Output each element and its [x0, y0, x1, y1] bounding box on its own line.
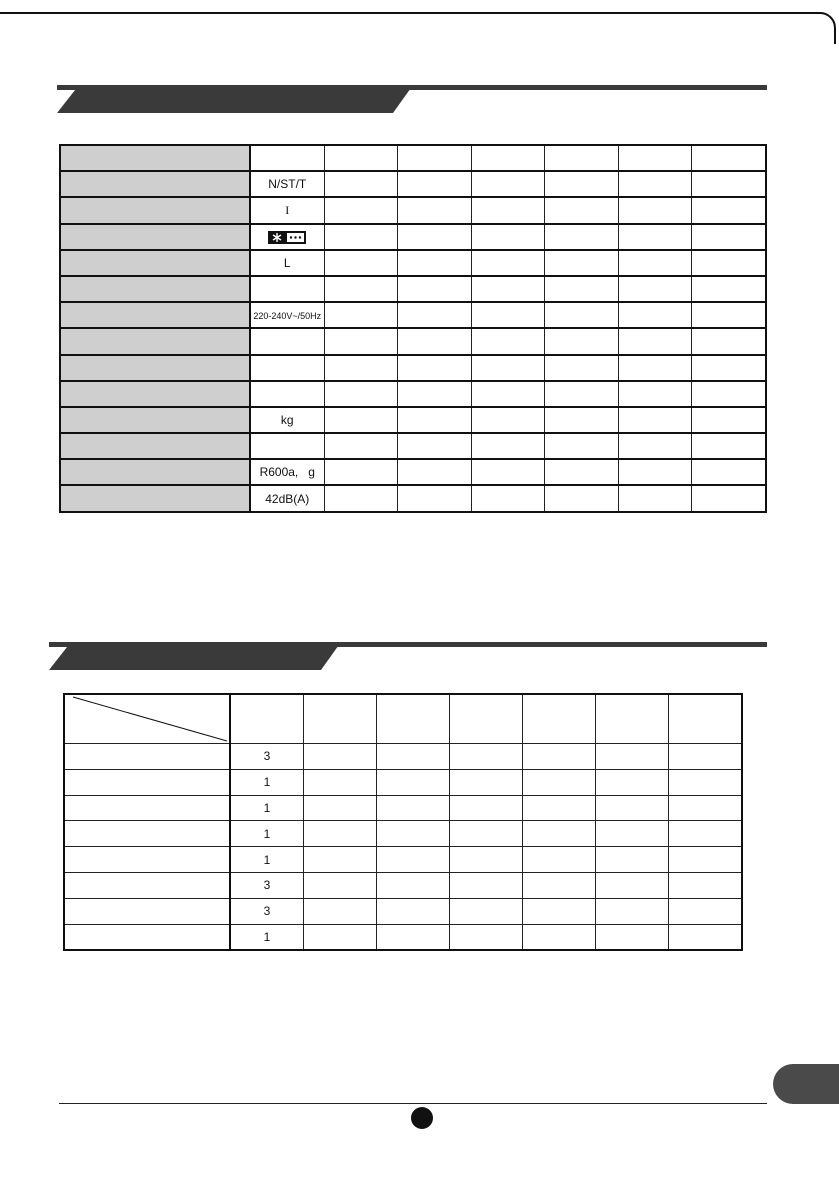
spec-label-cell — [60, 250, 250, 276]
table-row — [60, 355, 766, 381]
table-row — [64, 872, 742, 898]
quantity-cell: 3 — [230, 872, 304, 898]
table-row — [60, 407, 766, 433]
spec-value-cell — [250, 224, 324, 250]
spec-value-cell — [250, 355, 324, 381]
table-row — [60, 459, 766, 485]
spec-label-cell — [60, 328, 250, 354]
section-header-specifications — [57, 85, 767, 113]
top-rule — [0, 12, 839, 44]
table-row — [60, 433, 766, 459]
footer-rule — [59, 1103, 767, 1104]
spec-label-cell — [60, 433, 250, 459]
table-row — [60, 197, 766, 223]
table-row — [60, 276, 766, 302]
table-row — [60, 328, 766, 354]
table-header-row — [64, 694, 742, 744]
quantity-cell: 1 — [230, 821, 304, 847]
spec-value-cell — [250, 145, 324, 171]
spec-label-cell — [60, 171, 250, 197]
table-row — [60, 485, 766, 511]
freezer-star-rating-icon — [268, 231, 306, 244]
page-edge-tab — [773, 1064, 839, 1104]
spec-label-cell — [60, 485, 250, 511]
spec-label-cell — [60, 355, 250, 381]
spec-value-cell — [250, 328, 324, 354]
spec-value-cell: 42dB(A) — [250, 485, 324, 511]
spec-label-cell — [60, 459, 250, 485]
accessories-table — [63, 693, 743, 951]
voltage-value: 220-240V~/50Hz — [253, 311, 322, 322]
spec-value-cell — [250, 276, 324, 302]
section-header-tab — [49, 642, 344, 670]
spec-value-cell: kg — [250, 407, 324, 433]
quantity-cell: 1 — [230, 924, 304, 950]
spec-label-cell — [60, 224, 250, 250]
table-row — [64, 795, 742, 821]
quantity-cell: 3 — [230, 898, 304, 924]
spec-value-cell — [250, 302, 324, 328]
quantity-cell: 1 — [230, 795, 304, 821]
table-row — [64, 821, 742, 847]
spec-label-cell — [60, 276, 250, 302]
spec-value-cell — [250, 381, 324, 407]
table-row — [60, 250, 766, 276]
table-row — [60, 145, 766, 171]
table-row — [60, 381, 766, 407]
diagonal-divider — [65, 695, 229, 743]
quantity-cell: 1 — [230, 769, 304, 795]
quantity-cell: 1 — [230, 847, 304, 873]
spec-value-cell: L — [250, 250, 324, 276]
table-row — [64, 769, 742, 795]
spec-value-cell — [250, 433, 324, 459]
table-row — [64, 898, 742, 924]
section-header-accessories — [49, 642, 767, 670]
spec-label-cell — [60, 381, 250, 407]
spec-label-cell — [60, 145, 250, 171]
spec-value-cell: I — [250, 197, 324, 223]
table-row — [64, 924, 742, 950]
spec-label-cell — [60, 407, 250, 433]
table-row — [60, 302, 766, 328]
specifications-table — [59, 144, 767, 513]
table-row — [60, 171, 766, 197]
table-row — [64, 847, 742, 873]
table-row — [60, 224, 766, 250]
page-number-dot — [411, 1107, 433, 1129]
spec-label-cell — [60, 302, 250, 328]
spec-label-cell — [60, 197, 250, 223]
table-row — [64, 744, 742, 770]
diagonal-header-cell — [64, 694, 230, 744]
section-header-tab — [57, 85, 417, 113]
spec-value-cell: N/ST/T — [250, 171, 324, 197]
spec-value-cell: R600a, g — [250, 459, 324, 485]
quantity-cell: 3 — [230, 744, 304, 770]
